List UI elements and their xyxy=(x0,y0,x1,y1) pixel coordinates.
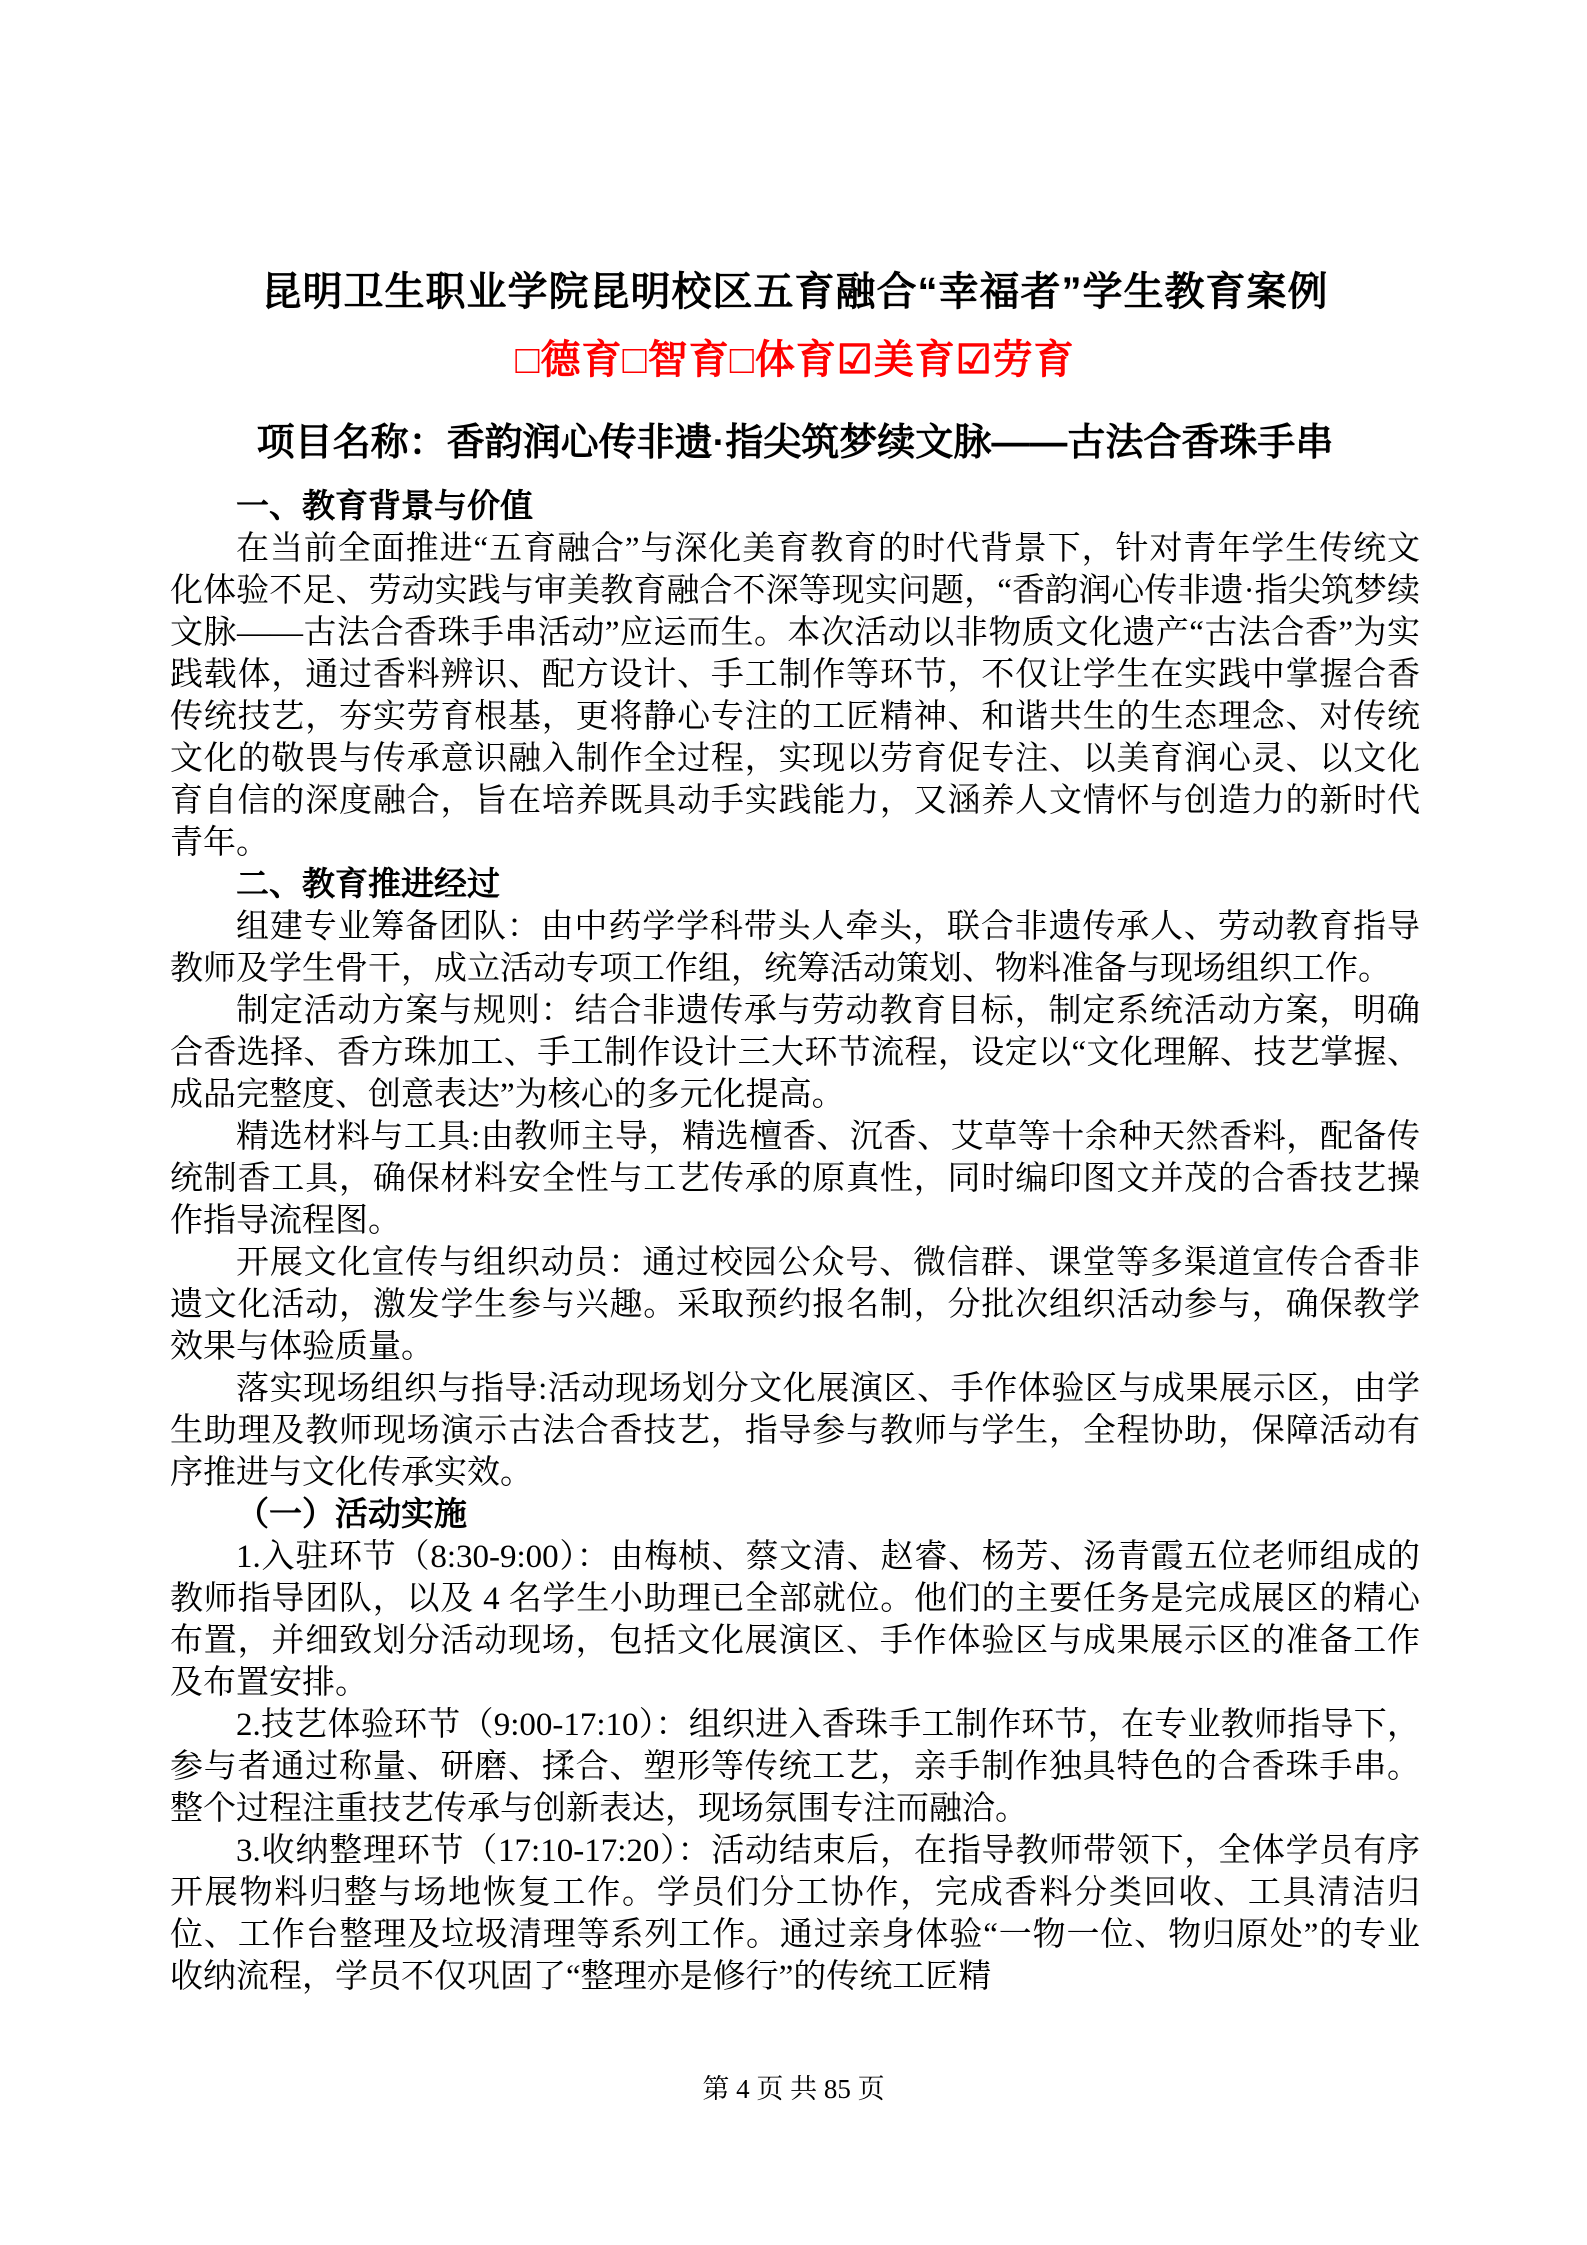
page-number-label: 第 4 页 共 85 页 xyxy=(702,2074,885,2104)
document-body xyxy=(170,486,1420,1998)
subsection-heading-implementation: （一）活动实施 xyxy=(236,1497,467,1533)
section-heading-background: 一、教育背景与价值 xyxy=(236,489,533,525)
paragraph-onsite-organization: 落实现场组织与指导:活动现场划分文化展演区、手作体验区与成果展示区，由学生助理及教师现场演示古法合香技艺，指导参与教师与学生，全程协助，保障活动有序推进与文化传承实效。 xyxy=(170,1371,1420,1491)
page-footer xyxy=(0,2072,1587,2106)
checkbox-item-tiyu: □体育 xyxy=(729,338,837,382)
paragraph-team-building: 组建专业筹备团队：由中药学学科带头人牵头，联合非遗传承人、劳动教育指导教师及学生骨干，成立活动专项工作组，统筹活动策划、物料准备与现场组织工作。 xyxy=(170,909,1420,987)
paragraph-promotion-mobilization: 开展文化宣传与组织动员：通过校园公众号、微信群、课堂等多渠道宣传合香非遗文化活动，激发学生参与兴趣。采取预约报名制，分批次组织活动参与，确保教学效果与体验质量。 xyxy=(170,1245,1420,1365)
project-name-heading: 项目名称：香韵润心传非遗·指尖筑梦续文脉——古法合香珠手串 xyxy=(256,422,1334,464)
document-title: 昆明卫生职业学院昆明校区五育融合“幸福者”学生教育案例 xyxy=(261,270,1329,314)
paragraph-step3-cleanup: 3.收纳整理环节（17:10-17:20）：活动结束后，在指导教师带领下，全体学员有序开展物料归整与场地恢复工作。学员们分工协作，完成香料分类回收、工具清洁归位、工作台整理及垃圾清理等系列工作。通过亲身体验“一物一位、物归原处”的专业收纳流程，学员不仅巩固了“整理亦是修行”的传统工匠精 xyxy=(170,1833,1420,1995)
paragraph-plan-rules: 制定活动方案与规则：结合非遗传承与劳动教育目标，制定系统活动方案，明确合香选择、香方珠加工、手工制作设计三大环节流程，设定以“文化理解、技艺掌握、成品完整度、创意表达”为核心的多元化提高。 xyxy=(170,993,1420,1113)
category-checkbox-line xyxy=(170,334,1420,386)
checkbox-item-deyu: □德育 xyxy=(515,338,623,382)
paragraph-materials-tools: 精选材料与工具:由教师主导，精选檀香、沉香、艾草等十余种天然香料，配备传统制香工具，确保材料安全性与工艺传承的原真性，同时编印图文并茂的合香技艺操作指导流程图。 xyxy=(170,1119,1420,1239)
paragraph-step2-craft-experience: 2.技艺体验环节（9:00-17:10）：组织进入香珠手工制作环节，在专业教师指导下，参与者通过称量、研磨、揉合、塑形等传统工艺，亲手制作独具特色的合香珠手串。整个过程注重技艺传承与创新表达，现场氛围专注而融洽。 xyxy=(170,1707,1420,1827)
checkbox-item-laoyu: ☑劳育 xyxy=(955,338,1075,382)
document-content xyxy=(170,0,1420,1998)
checkbox-item-meiyu: ☑美育 xyxy=(836,338,956,382)
paragraph-step1-checkin: 1.入驻环节（8:30-9:00）：由梅桢、蔡文清、赵睿、杨芳、汤青霞五位老师组成的教师指导团队，以及 4 名学生小助理已全部就位。他们的主要任务是完成展区的精心布置，并细致划分活动现场，包括文化展演区、手作体验区与成果展示区的准备工作及布置安排。 xyxy=(170,1539,1420,1701)
paragraph-background-intro: 在当前全面推进“五育融合”与深化美育教育的时代背景下，针对青年学生传统文化体验不足、劳动实践与审美教育融合不深等现实问题，“香韵润心传非遗·指尖筑梦续文脉——古法合香珠手串活动”应运而生。本次活动以非物质文化遗产“古法合香”为实践载体，通过香料辨识、配方设计、手工制作等环节，不仅让学生在实践中掌握合香传统技艺，夯实劳育根基，更将静心专注的工匠精神、和谐共生的生态理念、对传统文化的敬畏与传承意识融入制作全过程，实现以劳育促专注、以美育润心灵、以文化育自信的深度融合，旨在培养既具动手实践能力，又涵养人文情怀与创造力的新时代青年。 xyxy=(170,531,1420,861)
checkbox-item-zhiyu: □智育 xyxy=(622,338,730,382)
section-heading-process: 二、教育推进经过 xyxy=(236,867,500,903)
